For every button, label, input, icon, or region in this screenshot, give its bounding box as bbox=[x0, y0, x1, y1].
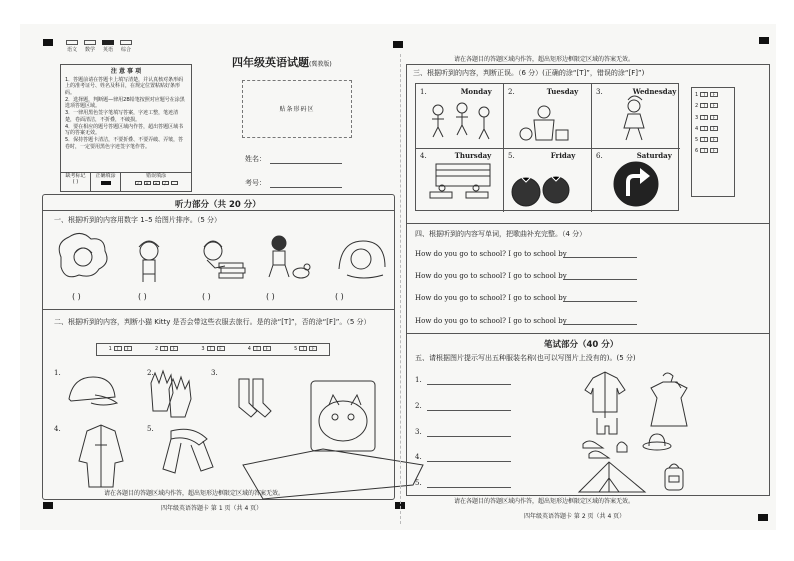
q3-picture-grid bbox=[415, 83, 679, 211]
q1-answer[interactable]: ( ) bbox=[335, 292, 344, 301]
q3-item-3: 3. Wednesday bbox=[596, 87, 677, 96]
right-page-footer: 四年级英语答题卡 第 2 页（共 4 页） bbox=[524, 513, 626, 520]
q3-item-6: 6. Saturday bbox=[596, 151, 672, 160]
q5-number: 5. bbox=[415, 479, 422, 487]
right-header-note: 请在各题目的答题区域内作答，超出矩形边框限定区域的答案无效。 bbox=[454, 56, 635, 63]
writing-title: 笔试部分（40 分） bbox=[544, 340, 619, 350]
registration-mark bbox=[393, 41, 403, 48]
q4-title: 四、根据听到的内容写单词，把歌曲补充完整。（4 分） bbox=[415, 230, 587, 238]
picture-number: 2. bbox=[147, 369, 154, 377]
q5-answer-field[interactable] bbox=[427, 461, 511, 462]
q3-item-5: 5. Friday bbox=[508, 151, 576, 160]
q5-number: 2. bbox=[415, 402, 422, 410]
barcode-label: 贴条形码区 bbox=[279, 106, 315, 113]
answer-sheet bbox=[20, 24, 776, 530]
registration-mark bbox=[43, 502, 53, 509]
notice-item: 4．要在相应的题号答题区域内作答，超出答题区域书写的答案无效。 bbox=[65, 123, 184, 137]
registration-mark bbox=[759, 37, 769, 44]
q4-line: How do you go to school? I go to school by bbox=[415, 294, 567, 302]
picture-number: 1. bbox=[54, 369, 61, 377]
q1-answer[interactable]: ( ) bbox=[72, 292, 81, 301]
wrong-fill-samples: ✓ ✕ • / bbox=[121, 181, 191, 185]
barcode-area bbox=[242, 80, 352, 138]
q5-answer-field[interactable] bbox=[427, 487, 511, 488]
registration-mark bbox=[43, 39, 53, 46]
q2-answer-item[interactable]: 1 T F bbox=[109, 346, 132, 352]
q2-pictures bbox=[43, 365, 393, 495]
q5-title: 五、请根据图片提示写出五种服装名称(也可以写图片上没有的)。(5 分) bbox=[415, 354, 636, 362]
q2-answer-item[interactable]: 3 T F bbox=[201, 346, 224, 352]
q4-line: How do you go to school? I go to school by bbox=[415, 250, 567, 258]
q3-item-4: 4. Thursday bbox=[420, 151, 492, 160]
correct-fill-sample bbox=[101, 181, 111, 185]
q3-answer-item[interactable]: 6 T F bbox=[695, 148, 731, 154]
wrong-fill-label: 错误填涂 bbox=[145, 173, 166, 179]
subject-label: 英语 bbox=[102, 47, 113, 53]
q2-answer-item[interactable]: 5 T F bbox=[294, 346, 317, 352]
page-divider bbox=[400, 54, 401, 524]
q1-pictures bbox=[53, 229, 393, 285]
listening-section bbox=[42, 194, 395, 500]
subject-label: 数学 bbox=[84, 47, 95, 53]
boy-playing-dog-picture bbox=[269, 236, 310, 278]
q1-answer[interactable]: ( ) bbox=[138, 292, 147, 301]
girl-with-toys-picture bbox=[520, 106, 568, 140]
picture-number: 4. bbox=[54, 425, 61, 433]
absent-checkbox[interactable]: ( ) bbox=[72, 179, 79, 186]
q3-title: 三、根据听到的内容，判断正误。（6 分）(正确的涂“[T]”，错误的涂“[F]”) bbox=[413, 69, 645, 77]
exam-no-label: 考号： bbox=[245, 179, 266, 187]
q3-answer-column bbox=[691, 87, 735, 197]
q4-answer-field[interactable] bbox=[563, 324, 637, 325]
subject-label: 综合 bbox=[120, 47, 131, 53]
q2-answer-strip bbox=[96, 343, 330, 356]
correct-fill-label: 正确填涂 bbox=[95, 173, 116, 179]
listening-title: 听力部分（共 20 分） bbox=[175, 200, 261, 210]
q4-line: How do you go to school? I go to school by bbox=[415, 317, 567, 325]
q3-item-1: 1. Monday bbox=[420, 87, 492, 96]
q4-line: How do you go to school? I go to school by bbox=[415, 272, 567, 280]
left-footer-note: 请在各题目的答题区域内作答，超出矩形边框限定区域的答案无效。 bbox=[104, 490, 285, 497]
q4-answer-field[interactable] bbox=[563, 257, 637, 258]
q3-answer-item[interactable]: 5 T F bbox=[695, 137, 731, 143]
q4-section bbox=[406, 224, 770, 334]
q2-answer-item[interactable]: 4 T F bbox=[248, 346, 271, 352]
classroom-picture bbox=[430, 164, 490, 198]
girl-thinking-picture bbox=[59, 233, 107, 276]
q3-section bbox=[406, 64, 770, 224]
q5-number: 1. bbox=[415, 376, 422, 384]
q2-title: 二、根据听到的内容，判断小猫 Kitty 是否会带这些衣服去旅行。是的涂“[T]”，否的涂“[F]”。（5 分） bbox=[54, 318, 371, 326]
subject-label: 语文 bbox=[66, 47, 77, 53]
clothes-pictures bbox=[577, 366, 697, 496]
absent-label: 缺考标记 bbox=[65, 173, 86, 179]
q1-answer[interactable]: ( ) bbox=[266, 292, 275, 301]
coat-picture bbox=[79, 425, 123, 487]
children-playing-picture bbox=[432, 103, 489, 139]
picture-number: 5. bbox=[147, 425, 154, 433]
notice-item: 1．答题前请在答题卡上填写清楚，并认真核对条形码上的准考证号、姓名及科目，在规定位置粘贴好条形码。 bbox=[65, 77, 184, 96]
tent-picture bbox=[579, 462, 645, 492]
q3-answer-item[interactable]: 2 T F bbox=[695, 103, 731, 109]
q5-answer-field[interactable] bbox=[427, 410, 511, 411]
socks-picture bbox=[239, 379, 271, 417]
cat-suitcase-picture bbox=[243, 381, 423, 499]
q3-answer-item[interactable]: 1 T F bbox=[695, 92, 731, 98]
subject-selector bbox=[66, 40, 132, 53]
girl-reading-picture bbox=[204, 241, 245, 278]
backpack-picture bbox=[665, 464, 683, 490]
q5-answer-field[interactable] bbox=[427, 436, 511, 437]
q3-answer-item[interactable]: 4 T F bbox=[695, 126, 731, 132]
scarf-picture bbox=[163, 429, 213, 473]
girl-walking-picture bbox=[624, 96, 644, 140]
shirt-picture bbox=[585, 372, 625, 434]
q5-number: 3. bbox=[415, 428, 422, 436]
page-title: 四年级英语试题(冀教版) bbox=[232, 56, 332, 69]
writing-section bbox=[406, 334, 770, 496]
q5-answer-field[interactable] bbox=[427, 384, 511, 385]
q5-number: 4. bbox=[415, 453, 422, 461]
notice-title: 注 意 事 项 bbox=[110, 68, 142, 75]
q4-answer-field[interactable] bbox=[563, 301, 637, 302]
turn-right-sign-picture bbox=[614, 162, 658, 206]
q1-title: 一、根据听到的内容用数字 1–5 给图片排序。（5 分） bbox=[54, 216, 222, 224]
fill-legend bbox=[61, 172, 191, 192]
q2-answer-item[interactable]: 2 T F bbox=[155, 346, 178, 352]
notice-item: 2．选择题，判断题—律用2B铅笔按照对应题号在涂黑选项答题区域。 bbox=[65, 96, 185, 110]
registration-mark bbox=[758, 514, 768, 521]
left-page-footer: 四年级英语答题卡 第 1 页（共 4 页） bbox=[161, 505, 263, 512]
hat-picture bbox=[643, 434, 671, 450]
picture-number: 3. bbox=[211, 369, 218, 377]
cap-picture bbox=[69, 377, 117, 405]
q1-answer[interactable]: ( ) bbox=[202, 292, 211, 301]
girl-resting-picture bbox=[339, 241, 385, 278]
name-label: 姓名： bbox=[245, 155, 266, 163]
notice-box bbox=[60, 64, 192, 192]
tomatoes-picture bbox=[512, 177, 569, 206]
gloves-picture bbox=[151, 371, 191, 417]
exam-no-field[interactable] bbox=[270, 187, 342, 188]
shoes-picture bbox=[583, 441, 627, 458]
q3-item-2: 2. Tuesday bbox=[508, 87, 579, 96]
q4-answer-field[interactable] bbox=[563, 279, 637, 280]
notice-item: 3．一律用黑色签字笔填写答案，字迹工整，笔迹清楚，卷面清洁，不折叠，不破损。 bbox=[65, 110, 179, 123]
right-footer-note: 请在各题目的答题区域内作答，超出矩形边框限定区域的答案无效。 bbox=[454, 498, 635, 505]
q3-answer-item[interactable]: 3 T F bbox=[695, 115, 731, 121]
dress-picture bbox=[651, 373, 687, 426]
notice-item: 5．保持答题卡清洁，不要折叠、不要弄破、弄皱，答卷时，一定要用黑色字迹签字笔作答。 bbox=[65, 137, 184, 150]
name-field[interactable] bbox=[270, 163, 342, 164]
girl-eating-picture bbox=[139, 241, 159, 282]
